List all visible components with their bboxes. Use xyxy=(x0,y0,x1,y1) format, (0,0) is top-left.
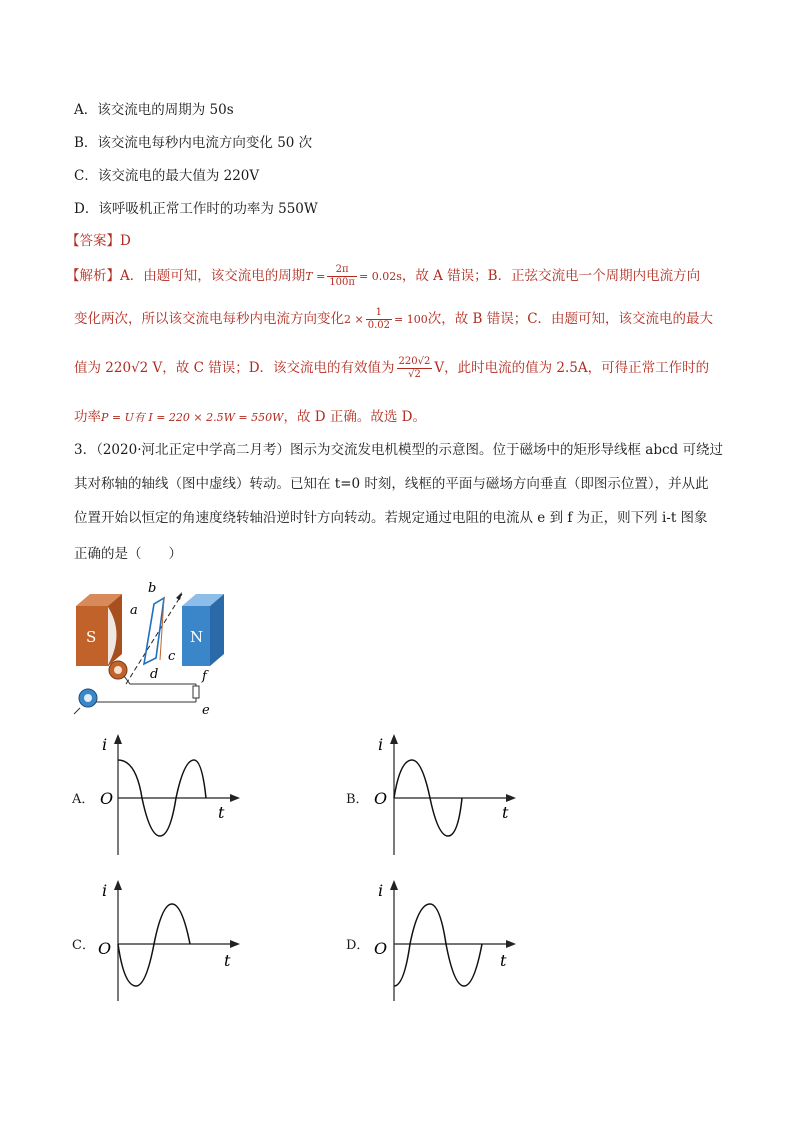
graph-b-t: t xyxy=(502,803,509,822)
answer-label: 【答案】 xyxy=(66,233,120,249)
graph-d xyxy=(364,876,524,1006)
fraction-count xyxy=(366,307,392,332)
resistor xyxy=(193,686,199,698)
analysis-l3-sqrt: √2 xyxy=(131,360,149,376)
option-d: D．该呼吸机正常工作时的功率为 550W xyxy=(74,201,318,217)
answer-line xyxy=(66,231,131,251)
fraction-effective xyxy=(397,356,433,381)
analysis-label: 【解析】 xyxy=(66,268,120,284)
question-line-2: 其对称轴的轴线（图中虚线）转动。已知在 t=0 时刻，线框的平面与磁场方向垂直（即图示位置），并从此 xyxy=(74,476,709,492)
n-label: N xyxy=(190,628,204,646)
graph-b-label: B． xyxy=(346,792,369,807)
analysis-line-3 xyxy=(74,356,709,381)
graph-a-label: A． xyxy=(72,792,95,807)
question-line-4: 正确的是（ ） xyxy=(74,546,182,562)
label-a: a xyxy=(130,603,138,618)
graph-b-o: O xyxy=(374,789,388,808)
graph-c-o: O xyxy=(98,939,112,958)
fraction-effective-num: 220√2 xyxy=(398,356,431,367)
label-c: c xyxy=(168,649,176,664)
analysis-line-4 xyxy=(74,407,426,428)
generator-diagram xyxy=(64,576,234,718)
label-d: d xyxy=(150,667,159,682)
analysis-l1-b: ，故 A 错误；B．正弦交流电一个周期内电流方向 xyxy=(401,268,701,284)
graph-a-o: O xyxy=(100,789,114,808)
coil xyxy=(144,598,164,664)
analysis-l1-t: T = xyxy=(305,270,326,283)
analysis-l2-a: 变化两次，所以该交流电每秒内电流方向变化 xyxy=(74,311,344,327)
graph-c-i: i xyxy=(102,881,108,900)
label-b: b xyxy=(148,581,157,596)
graph-c xyxy=(88,876,248,1006)
analysis-l4-b: ，故 D 正确。故选 D。 xyxy=(283,409,426,425)
graph-a-i: i xyxy=(102,735,108,754)
fraction-period xyxy=(327,264,357,289)
graph-b-i: i xyxy=(378,735,384,754)
graph-d-label: D． xyxy=(346,938,370,953)
fraction-count-num: 1 xyxy=(366,307,392,320)
label-e: e xyxy=(202,703,210,718)
analysis-l1-a: A．由题可知，该交流电的周期 xyxy=(120,268,306,284)
analysis-l3-b: V，此时电流的值为 2.5A，可得正常工作时的 xyxy=(434,360,710,376)
fraction-period-num: 2π xyxy=(327,264,357,277)
option-a: A．该交流电的周期为 50s xyxy=(74,102,234,118)
graph-d-i: i xyxy=(378,881,384,900)
graph-d-o: O xyxy=(374,939,388,958)
s-label: S xyxy=(86,628,97,646)
analysis-l2-eq: = 100 xyxy=(393,313,428,326)
analysis-l3-v: V，故 C 错误；D．该交流电的有效值为 xyxy=(148,360,395,376)
question-line-3: 位置开始以恒定的角速度绕转轴沿逆时针方向转动。若规定通过电阻的电流从 e 到 f 为正，则下列 i-t 图象 xyxy=(74,510,708,526)
graph-d-curve xyxy=(394,904,482,986)
graph-c-label: C． xyxy=(72,938,95,953)
option-c: C．该交流电的最大值为 220V xyxy=(74,168,260,184)
analysis-l1-eq: = 0.02s xyxy=(358,270,402,283)
option-b: B．该交流电每秒内电流方向变化 50 次 xyxy=(74,135,313,151)
analysis-l2-pre: 2 × xyxy=(344,313,364,326)
analysis-line-1 xyxy=(66,264,700,289)
graph-c-t: t xyxy=(224,951,231,970)
analysis-l3-a: 值为 220 xyxy=(74,360,132,376)
label-f: f xyxy=(202,669,207,684)
fraction-period-den: 100π xyxy=(329,277,355,288)
analysis-line-2 xyxy=(74,307,713,332)
s-magnet xyxy=(76,594,122,666)
analysis-l4-a: 功率 xyxy=(74,409,101,425)
fraction-effective-den: √2 xyxy=(408,369,421,380)
graph-a-t: t xyxy=(218,803,225,822)
graph-a xyxy=(88,730,248,860)
fraction-count-den: 0.02 xyxy=(367,320,390,331)
graph-c-curve xyxy=(118,904,190,986)
analysis-l2-b: 次，故 B 错误；C．由题可知，该交流电的最大 xyxy=(427,311,714,327)
graph-d-t: t xyxy=(500,951,507,970)
answer-value: D xyxy=(120,233,131,249)
question-line-1: 3．（2020·河北正定中学高二月考）图示为交流发电机模型的示意图。位于磁场中的矩形导线框 abcd 可绕过 xyxy=(74,442,723,458)
analysis-l4-formula: P = U有 I = 220 × 2.5W = 550W xyxy=(101,411,284,424)
graph-b xyxy=(364,730,524,860)
